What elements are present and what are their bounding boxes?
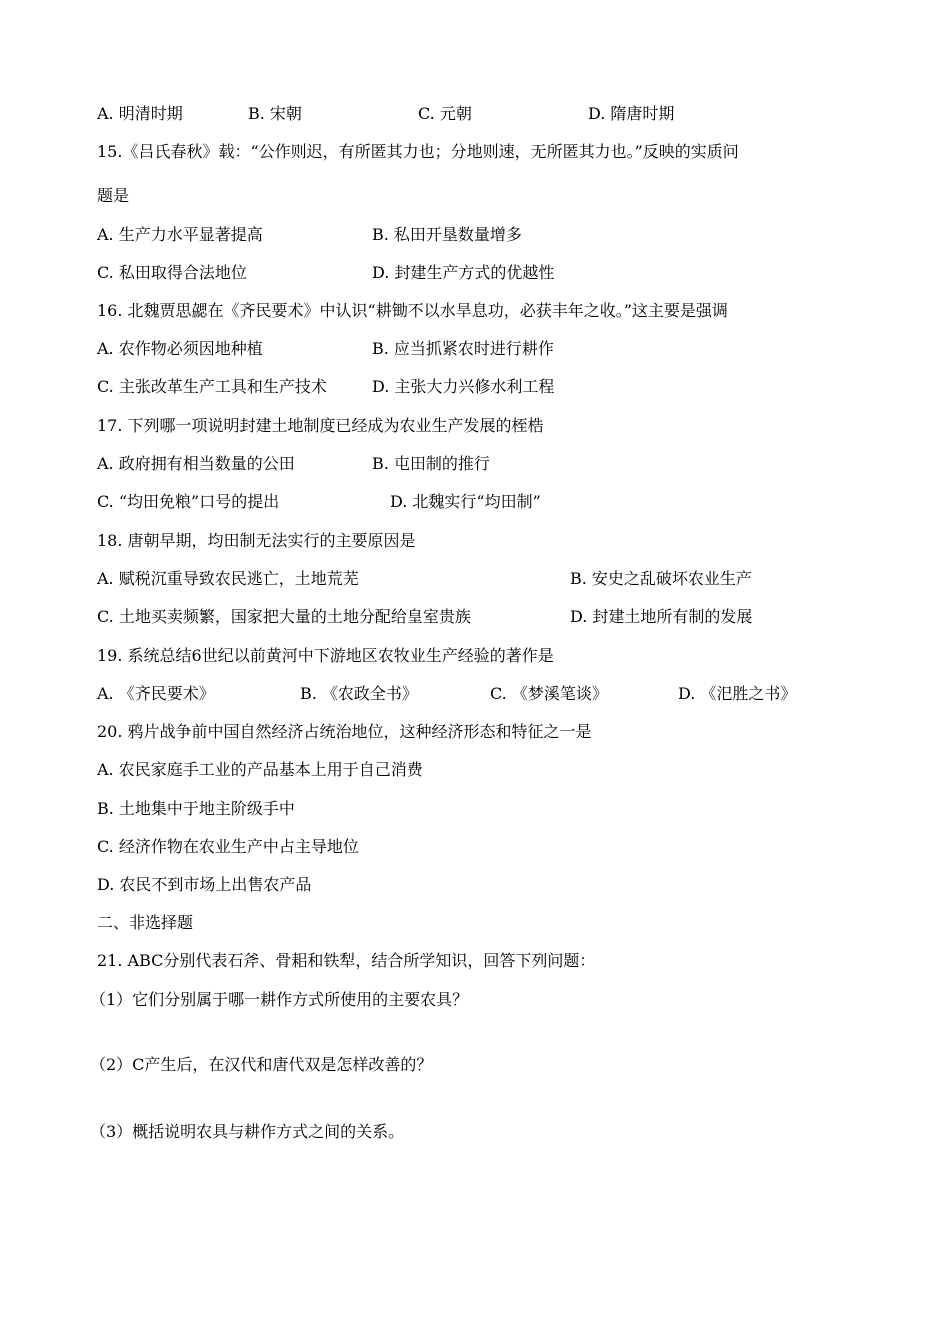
q15-stem-line2: 题是 xyxy=(97,186,130,205)
q20-stem: 20. 鸦片战争前中国自然经济占统治地位，这种经济形态和特征之一是 xyxy=(97,722,592,741)
q21-sub-question-3: （3）概括说明农具与耕作方式之间的关系。 xyxy=(90,1122,405,1141)
q17-stem: 17. 下列哪一项说明封建土地制度已经成为农业生产发展的桎梏 xyxy=(97,416,544,435)
q17-option-c: C. “均田免粮”口号的提出 xyxy=(97,492,280,511)
q20-option-b: B. 土地集中于地主阶级手中 xyxy=(97,799,295,818)
q16-option-a: A. 农作物必须因地种植 xyxy=(97,339,263,358)
q20-option-a: A. 农民家庭手工业的产品基本上用于自己消费 xyxy=(97,760,423,779)
q21-sub-question-1: （1）它们分别属于哪一耕作方式所使用的主要农具？ xyxy=(90,990,469,1009)
q14-option-c: C. 元朝 xyxy=(418,104,472,123)
q19-option-d: D. 《汜胜之书》 xyxy=(678,684,797,703)
q16-stem: 16. 北魏贾思勰在《齐民要术》中认识“耕锄不以水旱息功，必获丰年之收。”这主要是强调 xyxy=(97,301,728,320)
q18-option-d: D. 封建土地所有制的发展 xyxy=(570,607,753,626)
section-heading: 二、非选择题 xyxy=(97,913,194,932)
q19-option-c: C. 《梦溪笔谈》 xyxy=(490,684,608,703)
q21-stem: 21. ABC分别代表石斧、骨耜和铁犁，结合所学知识，回答下列问题： xyxy=(97,951,596,970)
q21-sub-question-2: （2）C产生后，在汉代和唐代双是怎样改善的？ xyxy=(90,1055,433,1074)
q18-stem: 18. 唐朝早期，均田制无法实行的主要原因是 xyxy=(97,531,416,550)
q15-option-b: B. 私田开垦数量增多 xyxy=(372,225,522,244)
q16-option-c: C. 主张改革生产工具和生产技术 xyxy=(97,377,327,396)
q17-option-d: D. 北魏实行“均田制” xyxy=(390,492,541,511)
q17-option-b: B. 屯田制的推行 xyxy=(372,454,490,473)
q19-stem: 19. 系统总结6世纪以前黄河中下游地区农牧业生产经验的著作是 xyxy=(97,646,554,665)
q14-option-b: B. 宋朝 xyxy=(248,104,302,123)
q18-option-b: B. 安史之乱破坏农业生产 xyxy=(570,569,752,588)
q16-option-d: D. 主张大力兴修水利工程 xyxy=(372,377,555,396)
q18-option-c: C. 土地买卖频繁，国家把大量的土地分配给皇室贵族 xyxy=(97,607,471,626)
q20-option-c: C. 经济作物在农业生产中占主导地位 xyxy=(97,837,359,856)
q20-option-d: D. 农民不到市场上出售农产品 xyxy=(97,875,312,894)
q19-option-a: A. 《齐民要术》 xyxy=(97,684,215,703)
q19-option-b: B. 《农政全书》 xyxy=(300,684,418,703)
q15-option-c: C. 私田取得合法地位 xyxy=(97,263,247,282)
q18-option-a: A. 赋税沉重导致农民逃亡，土地荒芜 xyxy=(97,569,359,588)
q15-option-d: D. 封建生产方式的优越性 xyxy=(372,263,555,282)
q17-option-a: A. 政府拥有相当数量的公田 xyxy=(97,454,295,473)
q15-option-a: A. 生产力水平显著提高 xyxy=(97,225,263,244)
q14-option-d: D. 隋唐时期 xyxy=(588,104,675,123)
q16-option-b: B. 应当抓紧农时进行耕作 xyxy=(372,339,554,358)
q14-option-a: A. 明清时期 xyxy=(97,104,183,123)
q15-stem-line1: 15.《吕氏春秋》载：“公作则迟，有所匿其力也；分地则速，无所匿其力也。”反映的实质问 xyxy=(97,142,739,161)
